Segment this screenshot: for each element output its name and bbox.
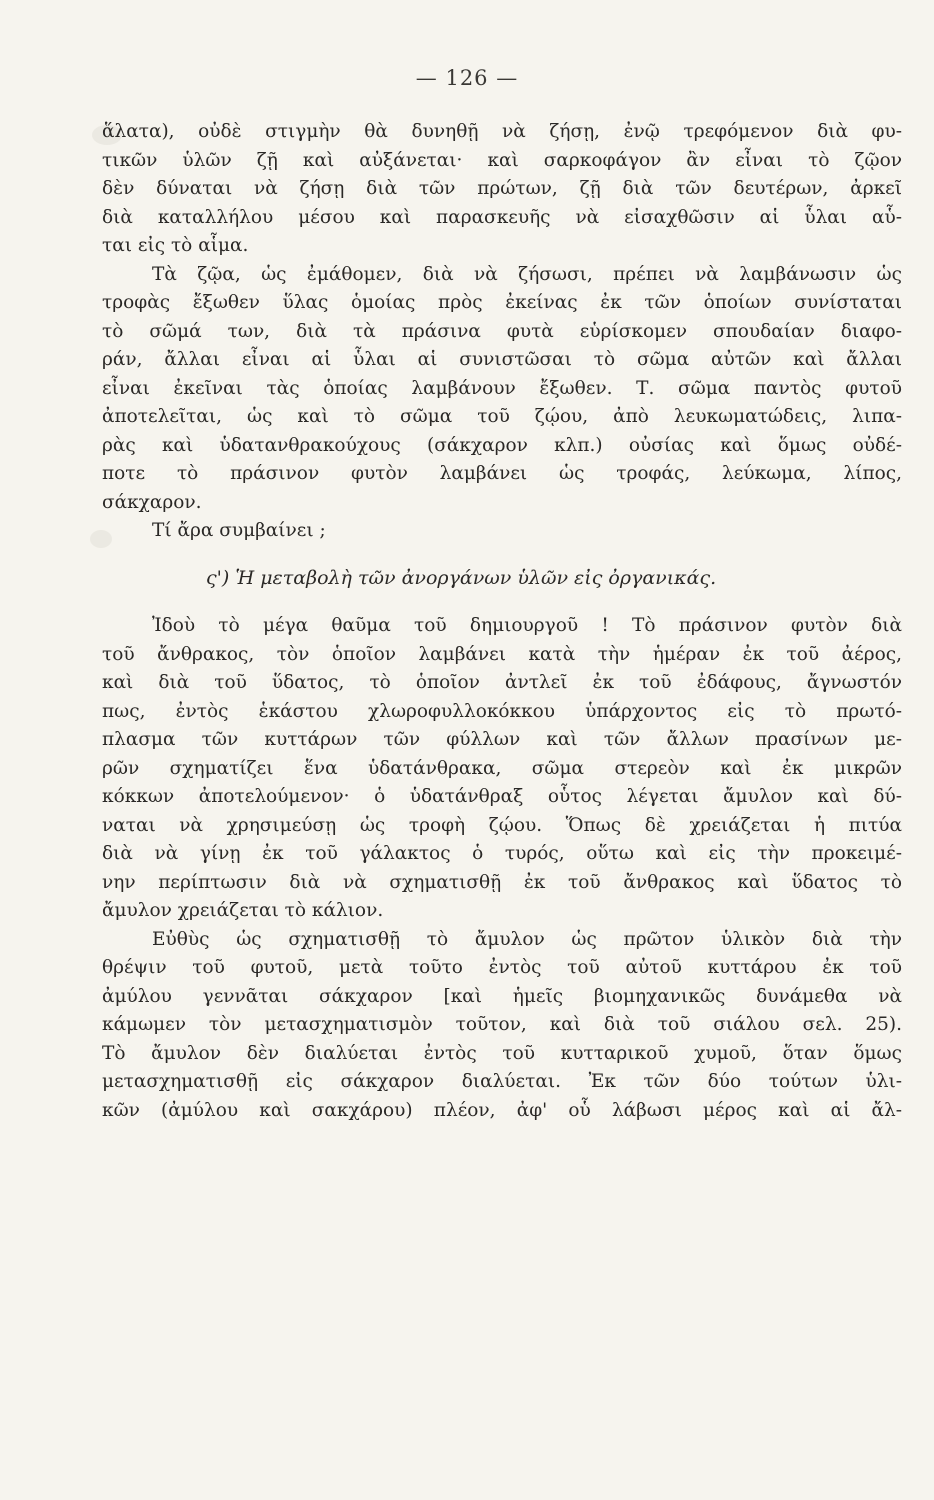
text-line: Τὸ ἄμυλον δὲν διαλύεται ἐντὸς τοῦ κυτταρικοῦ χυμοῦ, ὅταν ὅμως [102, 1042, 902, 1064]
text-line: κῶν (ἀμύλου καὶ σακχάρου) πλέον, ἀφ' οὗ λάβωσι μέρος καὶ αἱ ἄλ- [102, 1099, 902, 1121]
text-line: σάκχαρον. [102, 491, 202, 513]
text-line: τοῦ ἄνθρακος, τὸν ὁποῖον λαμβάνει κατὰ τὴν ἡμέραν ἐκ τοῦ ἀέρος, [102, 643, 902, 665]
text-line: ποτε τὸ πράσινον φυτὸν λαμβάνει ὡς τροφάς, λεύκωμα, λίπος, [102, 463, 902, 484]
text-line: κάμωμεν τὸν μετασχηματισμὸν τοῦτον, καὶ διὰ τοῦ σιάλου σελ. 25). [102, 1014, 902, 1035]
text-line: θρέψιν τοῦ φυτοῦ, μετὰ τοῦτο ἐντὸς τοῦ αὐτοῦ κυττάρου ἐκ τοῦ [102, 957, 902, 978]
text-line: νην περίπτωσιν διὰ νὰ σχηματισθῇ ἐκ τοῦ ἄνθρακος καὶ ὕδατος τὸ [102, 871, 902, 893]
text-line: ναται νὰ χρησιμεύσῃ ὡς τροφὴ ζῴου. Ὅπως δὲ χρειάζεται ἡ πιτύα [102, 814, 902, 836]
text-line: δὲν δύναται νὰ ζήσῃ διὰ τῶν πρώτων, ζῇ διὰ τῶν δευτέρων, ἀρκεῖ [102, 178, 902, 199]
text-line: κόκκων ἀποτελούμενον· ὁ ὑδατάνθραξ οὗτος λέγεται ἄμυλον καὶ δύ- [102, 786, 902, 807]
text-line: Τὰ ζῷα, ὡς ἐμάθομεν, διὰ νὰ ζήσωσι, πρέπει νὰ λαμβάνωσιν ὡς [152, 263, 902, 285]
text-line: ται εἰς τὸ αἷμα. [102, 235, 249, 256]
text-line: πλασμα τῶν κυττάρων τῶν φύλλων καὶ τῶν ἄλλων πρασίνων με- [102, 729, 902, 750]
text-line: ράν, ἄλλαι εἶναι αἱ ὗλαι αἱ συνιστῶσαι τὸ σῶμα αὐτῶν καὶ ἄλλαι [102, 349, 902, 370]
text-line: τροφὰς ἔξωθεν ὕλας ὁμοίας πρὸς ἐκείνας ἐκ τῶν ὁποίων συνίσταται [102, 292, 902, 313]
text-line: ἀποτελεῖται, ὡς καὶ τὸ σῶμα τοῦ ζῴου, ἀπὸ λευκωματώδεις, λιπα- [102, 406, 902, 427]
text-line: ἀμύλου γεννᾶται σάκχαρον [καὶ ἡμεῖς βιομηχανικῶς δυνάμεθα νὰ [102, 985, 902, 1007]
text-line: ρῶν σχηματίζει ἕνα ὑδατάνθρακα, σῶμα στερεὸν καὶ ἐκ μικρῶν [102, 757, 902, 779]
text-line: Ἰδοὺ τὸ μέγα θαῦμα τοῦ δημιουργοῦ ! Τὸ πράσινον φυτὸν διὰ [152, 615, 902, 636]
text-line: ρὰς καὶ ὑδατανθρακούχους (σάκχαρον κλπ.) οὐσίας καὶ ὅμως οὐδέ- [102, 434, 902, 456]
text-line: Εὐθὺς ὡς σχηματισθῇ τὸ ἄμυλον ὡς πρῶτον ὑλικὸν διὰ τὴν [152, 928, 902, 950]
text-line: μετασχηματισθῇ εἰς σάκχαρον διαλύεται. Ἐκ τῶν δύο τούτων ὑλι- [102, 1071, 902, 1092]
text-line: διὰ νὰ γίνῃ ἐκ τοῦ γάλακτος ὁ τυρός, οὕτω καὶ εἰς τὴν προκειμέ- [102, 843, 902, 864]
page-number-header: — 126 — [415, 66, 519, 90]
text-line: τὸ σῶμά των, διὰ τὰ πράσινα φυτὰ εὑρίσκομεν σπουδαίαν διαφο- [102, 320, 902, 342]
text-line: καὶ διὰ τοῦ ὕδατος, τὸ ὁποῖον ἀντλεῖ ἐκ τοῦ ἐδάφους, ἄγνωστόν [102, 672, 902, 693]
text-line: Τί ἄρα συμβαίνει ; [152, 520, 326, 541]
text-line: τικῶν ὑλῶν ζῇ καὶ αὐξάνεται· καὶ σαρκοφάγον ἂν εἶναι τὸ ζῷον [102, 149, 902, 171]
text-line: πως, ἐντὸς ἑκάστου χλωροφυλλοκόκκου ὑπάρχοντος εἰς τὸ πρωτό- [102, 700, 902, 722]
section-heading: ς') Ἡ μεταβολὴ τῶν ἀνοργάνων ὑλῶν εἰς ὀργανικάς. [206, 566, 717, 589]
body-text [102, 118, 902, 1125]
text-line: διὰ καταλλήλου μέσου καὶ παρασκευῆς νὰ εἰσαχθῶσιν αἱ ὗλαι αὗ- [102, 206, 902, 228]
text-line: εἶναι ἐκεῖναι τὰς ὁποίας λαμβάνουν ἔξωθεν. Τ. σῶμα παντὸς φυτοῦ [102, 377, 902, 399]
text-line: ἅλατα), οὐδὲ στιγμὴν θὰ δυνηθῇ νὰ ζήσῃ, ἐνῷ τρεφόμενον διὰ φυ- [102, 121, 902, 142]
text-line: ἄμυλον χρειάζεται τὸ κάλιον. [102, 900, 384, 921]
